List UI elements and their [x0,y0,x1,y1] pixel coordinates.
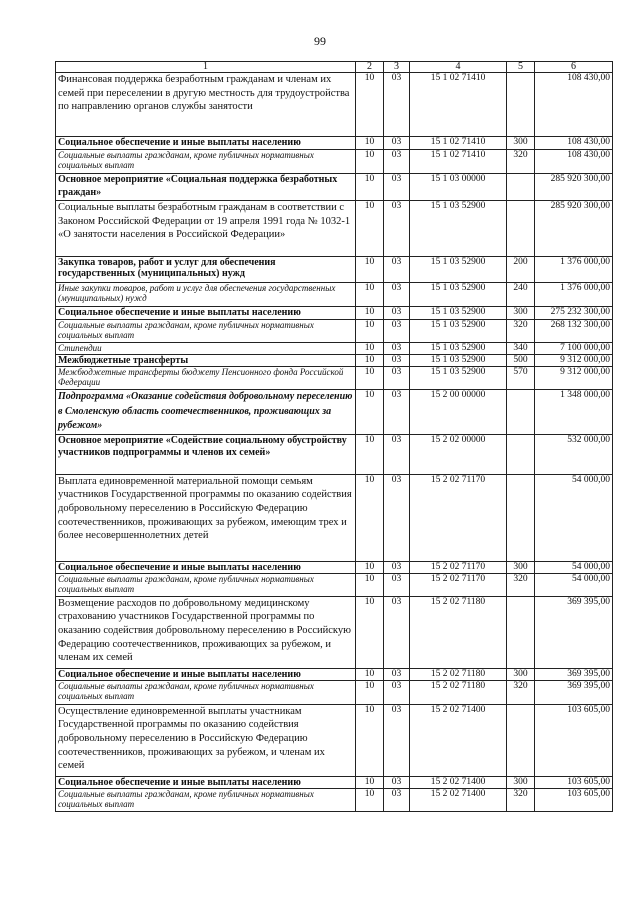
row-target-code-cell: 15 1 03 52900 [410,343,507,355]
row-name-cell: Социальное обеспечение и иные выплаты населению [56,776,356,788]
header-cell-subsection: 3 [384,62,410,73]
row-name-cell: Финансовая поддержка безработным гражданам и членам их семей при переселении в другую местность для трудоустройства по направлению органов службы занятости [56,73,356,137]
row-target-code-cell: 15 2 02 00000 [410,434,507,474]
table-row [56,150,613,174]
row-name-cell: Социальные выплаты гражданам, кроме публичных нормативных социальных выплат [56,320,356,343]
row-amount-cell: 268 132 300,00 [535,320,613,343]
row-section-cell: 10 [356,257,384,283]
row-target-code-cell: 15 2 02 71180 [410,596,507,668]
row-target-code-cell: 15 1 03 52900 [410,257,507,283]
table-row [56,561,613,573]
row-amount-cell: 1 348 000,00 [535,390,613,435]
row-subsection-cell: 03 [384,434,410,474]
row-expense-type-cell [507,201,535,257]
row-expense-type-cell [507,704,535,776]
table-row [56,174,613,201]
row-expense-type-cell [507,474,535,561]
row-target-code-cell: 15 1 03 52900 [410,320,507,343]
row-name-cell: Возмещение расходов по добровольному медицинскому страхованию участников Государственной программы по оказанию содействия добровольному переселению в Российскую Федерацию соотечественников, проживающих за рубежом, и членам их семей [56,596,356,668]
table-row [56,343,613,355]
row-expense-type-cell: 300 [507,561,535,573]
row-amount-cell: 108 430,00 [535,137,613,150]
row-subsection-cell: 03 [384,73,410,137]
row-name-cell: Иные закупки товаров, работ и услуг для обеспечения государственных (муниципальных) нужд [56,283,356,307]
row-target-code-cell: 15 2 02 71180 [410,668,507,680]
row-section-cell: 10 [356,474,384,561]
row-target-code-cell: 15 2 02 71400 [410,704,507,776]
row-expense-type-cell: 300 [507,776,535,788]
table-row [56,668,613,680]
table-row [56,704,613,776]
table-row [56,776,613,788]
row-expense-type-cell: 320 [507,573,535,596]
row-expense-type-cell: 240 [507,283,535,307]
row-section-cell: 10 [356,434,384,474]
row-amount-cell: 7 100 000,00 [535,343,613,355]
row-target-code-cell: 15 2 02 71180 [410,680,507,704]
row-subsection-cell: 03 [384,343,410,355]
row-amount-cell: 103 605,00 [535,776,613,788]
row-amount-cell: 275 232 300,00 [535,307,613,320]
row-target-code-cell: 15 1 03 52900 [410,307,507,320]
row-section-cell: 10 [356,150,384,174]
row-section-cell: 10 [356,561,384,573]
row-target-code-cell: 15 2 02 71400 [410,776,507,788]
row-target-code-cell: 15 2 02 71400 [410,788,507,811]
row-expense-type-cell: 320 [507,680,535,704]
row-target-code-cell: 15 1 02 71410 [410,73,507,137]
row-section-cell: 10 [356,355,384,367]
row-name-cell: Социальные выплаты гражданам, кроме публичных нормативных социальных выплат [56,150,356,174]
row-subsection-cell: 03 [384,704,410,776]
row-expense-type-cell [507,73,535,137]
row-name-cell: Социальное обеспечение и иные выплаты населению [56,668,356,680]
row-amount-cell: 285 920 300,00 [535,174,613,201]
row-expense-type-cell: 300 [507,307,535,320]
header-cell-name: 1 [56,62,356,73]
row-subsection-cell: 03 [384,680,410,704]
row-section-cell: 10 [356,201,384,257]
row-name-cell: Социальное обеспечение и иные выплаты населению [56,561,356,573]
row-subsection-cell: 03 [384,307,410,320]
row-subsection-cell: 03 [384,776,410,788]
row-amount-cell: 9 312 000,00 [535,367,613,390]
row-target-code-cell: 15 1 02 71410 [410,150,507,174]
row-expense-type-cell [507,596,535,668]
table-row [56,390,613,435]
row-subsection-cell: 03 [384,668,410,680]
row-amount-cell: 1 376 000,00 [535,283,613,307]
row-target-code-cell: 15 2 02 71170 [410,573,507,596]
table-row [56,573,613,596]
row-amount-cell: 369 395,00 [535,668,613,680]
row-target-code-cell: 15 1 03 52900 [410,367,507,390]
row-section-cell: 10 [356,283,384,307]
header-cell-expense-type: 5 [507,62,535,73]
row-expense-type-cell [507,390,535,435]
row-target-code-cell: 15 2 02 71170 [410,474,507,561]
row-section-cell: 10 [356,320,384,343]
row-section-cell: 10 [356,73,384,137]
row-target-code-cell: 15 1 03 00000 [410,174,507,201]
row-amount-cell: 369 395,00 [535,596,613,668]
row-subsection-cell: 03 [384,257,410,283]
row-subsection-cell: 03 [384,788,410,811]
table-row [56,320,613,343]
row-expense-type-cell [507,434,535,474]
row-expense-type-cell: 320 [507,150,535,174]
budget-table [55,61,613,812]
row-subsection-cell: 03 [384,474,410,561]
row-name-cell: Социальные выплаты гражданам, кроме публичных нормативных социальных выплат [56,680,356,704]
table-row [56,680,613,704]
table-row [56,355,613,367]
row-section-cell: 10 [356,343,384,355]
row-amount-cell: 54 000,00 [535,573,613,596]
header-cell-target-code: 4 [410,62,507,73]
row-expense-type-cell [507,174,535,201]
row-subsection-cell: 03 [384,355,410,367]
row-amount-cell: 1 376 000,00 [535,257,613,283]
row-expense-type-cell: 340 [507,343,535,355]
row-subsection-cell: 03 [384,596,410,668]
row-section-cell: 10 [356,307,384,320]
row-amount-cell: 108 430,00 [535,150,613,174]
row-section-cell: 10 [356,174,384,201]
row-section-cell: 10 [356,596,384,668]
row-expense-type-cell: 300 [507,137,535,150]
row-subsection-cell: 03 [384,137,410,150]
row-name-cell: Социальные выплаты гражданам, кроме публичных нормативных социальных выплат [56,573,356,596]
page-number: 99 [314,34,326,48]
row-amount-cell: 532 000,00 [535,434,613,474]
row-amount-cell: 54 000,00 [535,474,613,561]
table-row [56,283,613,307]
table-row [56,257,613,283]
row-section-cell: 10 [356,680,384,704]
header-cell-section: 2 [356,62,384,73]
table-row [56,788,613,811]
row-section-cell: 10 [356,390,384,435]
header-cell-amount: 6 [535,62,613,73]
table-row [56,137,613,150]
row-amount-cell: 9 312 000,00 [535,355,613,367]
row-target-code-cell: 15 2 02 71170 [410,561,507,573]
row-section-cell: 10 [356,573,384,596]
row-amount-cell: 54 000,00 [535,561,613,573]
row-target-code-cell: 15 1 02 71410 [410,137,507,150]
table-row [56,307,613,320]
row-subsection-cell: 03 [384,320,410,343]
row-subsection-cell: 03 [384,561,410,573]
row-name-cell: Стипендии [56,343,356,355]
row-amount-cell: 369 395,00 [535,680,613,704]
table-row [56,201,613,257]
row-subsection-cell: 03 [384,367,410,390]
row-name-cell: Социальные выплаты гражданам, кроме публичных нормативных социальных выплат [56,788,356,811]
row-amount-cell: 108 430,00 [535,73,613,137]
row-amount-cell: 285 920 300,00 [535,201,613,257]
row-subsection-cell: 03 [384,573,410,596]
row-target-code-cell: 15 1 03 52900 [410,355,507,367]
row-subsection-cell: 03 [384,390,410,435]
table-row [56,474,613,561]
table-row [56,73,613,137]
row-name-cell: Основное мероприятие «Содействие социальному обустройству участников подпрограммы и членов их семей» [56,434,356,474]
row-name-cell: Подпрограмма «Оказание содействия добровольному переселению в Смоленскую область соотечественников, проживающих за рубежом» [56,390,356,435]
row-amount-cell: 103 605,00 [535,704,613,776]
table-row [56,596,613,668]
row-expense-type-cell: 320 [507,320,535,343]
table-header-row [56,62,613,73]
row-name-cell: Основное мероприятие «Социальная поддержка безработных граждан» [56,174,356,201]
row-name-cell: Межбюджетные трансферты бюджету Пенсионного фонда Российской Федерации [56,367,356,390]
row-name-cell: Социальные выплаты безработным гражданам в соответствии с Законом Российской Федерации от 19 апреля 1991 года № 1032-1 «О занятости населения в Российской Федерации» [56,201,356,257]
row-section-cell: 10 [356,704,384,776]
row-section-cell: 10 [356,776,384,788]
row-name-cell: Межбюджетные трансферты [56,355,356,367]
row-name-cell: Закупка товаров, работ и услуг для обеспечения государственных (муниципальных) нужд [56,257,356,283]
row-expense-type-cell: 500 [507,355,535,367]
row-subsection-cell: 03 [384,283,410,307]
row-target-code-cell: 15 1 03 52900 [410,283,507,307]
row-section-cell: 10 [356,788,384,811]
row-target-code-cell: 15 2 00 00000 [410,390,507,435]
row-section-cell: 10 [356,668,384,680]
table-row [56,367,613,390]
row-section-cell: 10 [356,367,384,390]
row-expense-type-cell: 320 [507,788,535,811]
row-expense-type-cell: 570 [507,367,535,390]
row-name-cell: Выплата единовременной материальной помощи семьям участников Государственной программы по оказанию содействия добровольному переселению в Российскую Федерацию соотечественников, проживающих за рубежом, имеющим трех и более несовершеннолетних детей [56,474,356,561]
row-subsection-cell: 03 [384,174,410,201]
row-name-cell: Осуществление единовременной выплаты участникам Государственной программы по оказанию содействия добровольному переселению в Российскую Федерацию соотечественников, проживающих за рубежом, и членам их семей [56,704,356,776]
table-body [56,73,613,812]
row-target-code-cell: 15 1 03 52900 [410,201,507,257]
row-section-cell: 10 [356,137,384,150]
row-name-cell: Социальное обеспечение и иные выплаты населению [56,137,356,150]
row-subsection-cell: 03 [384,201,410,257]
row-expense-type-cell: 200 [507,257,535,283]
row-name-cell: Социальное обеспечение и иные выплаты населению [56,307,356,320]
row-amount-cell: 103 605,00 [535,788,613,811]
table-row [56,434,613,474]
row-subsection-cell: 03 [384,150,410,174]
row-expense-type-cell: 300 [507,668,535,680]
